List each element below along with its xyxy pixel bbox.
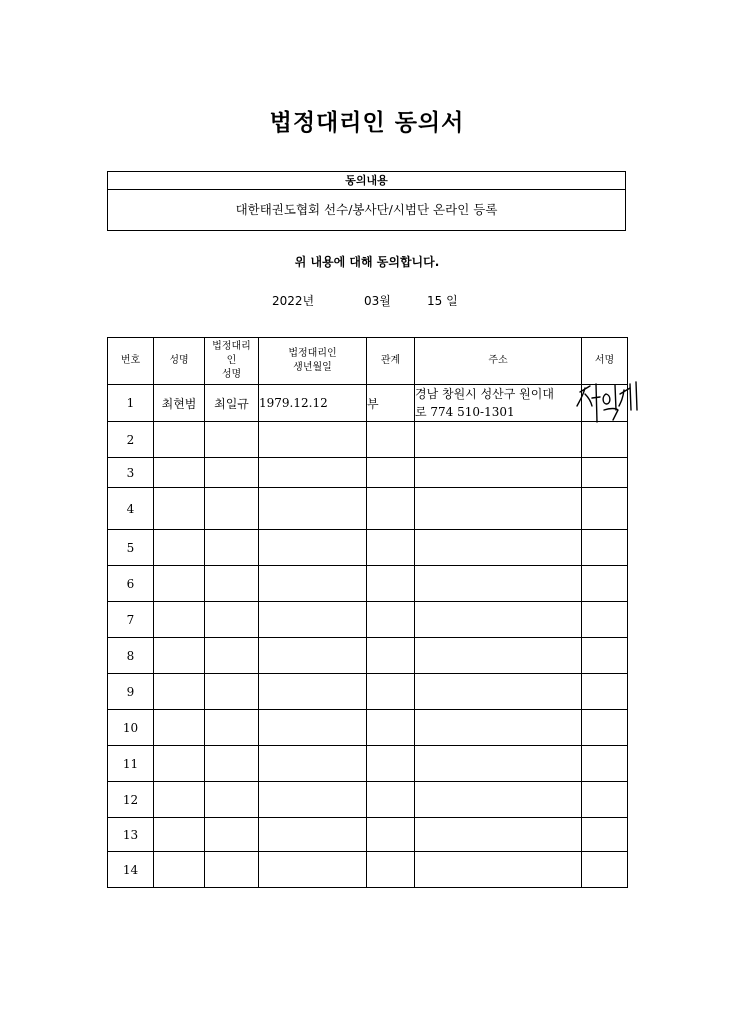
table-header-row <box>108 338 628 385</box>
date-year: 2022년 <box>272 294 315 308</box>
table-row <box>108 458 628 488</box>
document-title: 법정대리인 동의서 <box>269 110 465 136</box>
table-row <box>108 782 628 818</box>
consent-heading: 동의내용 <box>108 172 625 190</box>
table-row <box>108 852 628 888</box>
header-guardian-birth-text: 법정대리인 생년월일 <box>288 348 337 373</box>
row-relation: 부 <box>367 385 415 422</box>
table-row <box>108 602 628 638</box>
table-row <box>108 674 628 710</box>
row-name: 최현범 <box>154 385 205 422</box>
row-guardian-birth: 1979.12.12 <box>259 385 367 422</box>
row-signature-cell <box>582 385 628 422</box>
row-no: 11 <box>108 746 154 782</box>
table-row <box>108 818 628 852</box>
header-guardian-birth <box>259 338 367 385</box>
table-row <box>108 566 628 602</box>
roster-table <box>107 337 628 888</box>
row-no: 7 <box>108 602 154 638</box>
header-guardian-name <box>205 338 259 385</box>
row-no: 6 <box>108 566 154 602</box>
row-no: 9 <box>108 674 154 710</box>
table-row <box>108 488 628 530</box>
row-no: 14 <box>108 852 154 888</box>
header-sign: 서명 <box>582 338 628 385</box>
table-row <box>108 530 628 566</box>
row-no: 3 <box>108 458 154 488</box>
row-no: 10 <box>108 710 154 746</box>
header-guardian-name-text: 법정대리 인 성명 <box>212 341 251 380</box>
row-no: 4 <box>108 488 154 530</box>
header-address: 주소 <box>415 338 582 385</box>
address-line-2: 로 774 510-1301 <box>415 405 515 419</box>
row-no: 5 <box>108 530 154 566</box>
row-no: 2 <box>108 422 154 458</box>
row-address <box>415 385 582 422</box>
header-no: 번호 <box>108 338 154 385</box>
consent-box <box>107 171 626 231</box>
consent-content: 대한태권도협회 선수/봉사단/시범단 온라인 등록 <box>235 202 498 217</box>
table-row <box>108 422 628 458</box>
date-month: 03월 <box>364 294 391 308</box>
address-line-1: 경남 창원시 성산구 원이대 <box>415 387 554 401</box>
row-no: 8 <box>108 638 154 674</box>
table-row <box>108 746 628 782</box>
row-guardian-name: 최일규 <box>205 385 259 422</box>
handwritten-signature <box>576 380 640 426</box>
agreement-statement: 위 내용에 대해 동의합니다. <box>294 255 440 269</box>
date-day: 15 일 <box>427 294 458 308</box>
header-relation: 관계 <box>367 338 415 385</box>
table-row <box>108 710 628 746</box>
row-no: 13 <box>108 818 154 852</box>
row-no: 1 <box>108 385 154 422</box>
table-row <box>108 385 628 422</box>
header-name: 성명 <box>154 338 205 385</box>
table-row <box>108 638 628 674</box>
row-no: 12 <box>108 782 154 818</box>
